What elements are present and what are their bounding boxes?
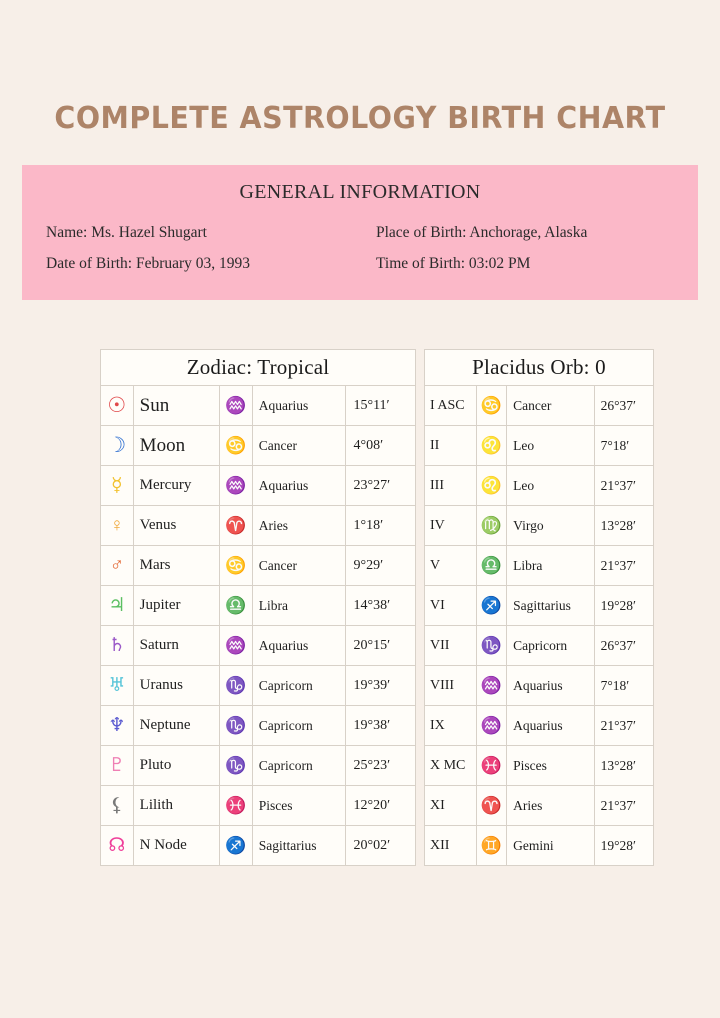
zodiac-glyph-icon: ♓ xyxy=(476,746,506,786)
degree-value: 20°15′ xyxy=(346,626,416,666)
zodiac-sign: Capricorn xyxy=(507,626,594,666)
zodiac-glyph-icon: ♑ xyxy=(219,666,252,706)
zodiac-glyph-icon: ♑ xyxy=(219,746,252,786)
planet-glyph-icon: ⚸ xyxy=(101,786,134,826)
planet-name: Jupiter xyxy=(133,586,219,626)
planet-name: Venus xyxy=(133,506,219,546)
degree-value: 20°02′ xyxy=(346,826,416,866)
planet-name: Neptune xyxy=(133,706,219,746)
planet-glyph-icon: ♃ xyxy=(101,586,134,626)
zodiac-glyph-icon: ♌ xyxy=(476,426,506,466)
table-row xyxy=(101,506,416,546)
planet-glyph-icon: ♅ xyxy=(101,666,134,706)
zodiac-sign: Cancer xyxy=(507,386,594,426)
degree-value: 25°23′ xyxy=(346,746,416,786)
table-row xyxy=(425,746,654,786)
degree-value: 12°20′ xyxy=(346,786,416,826)
zodiac-glyph-icon: ♈ xyxy=(476,786,506,826)
degree-value: 21°37′ xyxy=(594,466,653,506)
houses-table-header: Placidus Orb: 0 xyxy=(425,350,654,386)
zodiac-sign: Sagittarius xyxy=(252,826,346,866)
degree-value: 4°08′ xyxy=(346,426,416,466)
house-label: I ASC xyxy=(425,386,477,426)
zodiac-sign: Virgo xyxy=(507,506,594,546)
zodiac-sign: Sagittarius xyxy=(507,586,594,626)
table-row xyxy=(425,586,654,626)
zodiac-sign: Aquarius xyxy=(507,706,594,746)
table-row xyxy=(101,786,416,826)
zodiac-glyph-icon: ♊ xyxy=(476,826,506,866)
zodiac-glyph-icon: ♎ xyxy=(219,586,252,626)
planet-glyph-icon: ☽ xyxy=(101,426,134,466)
house-label: VII xyxy=(425,626,477,666)
planet-name: Lilith xyxy=(133,786,219,826)
zodiac-glyph-icon: ♋ xyxy=(219,546,252,586)
zodiac-glyph-icon: ♑ xyxy=(219,706,252,746)
house-label: III xyxy=(425,466,477,506)
planet-name: Sun xyxy=(133,386,219,426)
zodiac-glyph-icon: ♈ xyxy=(219,506,252,546)
planet-name: Moon xyxy=(133,426,219,466)
table-row xyxy=(101,546,416,586)
house-label: V xyxy=(425,546,477,586)
house-label: VIII xyxy=(425,666,477,706)
table-row xyxy=(425,506,654,546)
zodiac-sign: Aquarius xyxy=(252,626,346,666)
planet-glyph-icon: ♀ xyxy=(101,506,134,546)
zodiac-glyph-icon: ♍ xyxy=(476,506,506,546)
zodiac-glyph-icon: ♐ xyxy=(219,826,252,866)
house-label: X MC xyxy=(425,746,477,786)
degree-value: 21°37′ xyxy=(594,786,653,826)
planet-name: Mars xyxy=(133,546,219,586)
planet-name: Saturn xyxy=(133,626,219,666)
degree-value: 13°28′ xyxy=(594,506,653,546)
planets-table xyxy=(100,349,416,866)
degree-value: 23°27′ xyxy=(346,466,416,506)
zodiac-glyph-icon: ♑ xyxy=(476,626,506,666)
degree-value: 7°18′ xyxy=(594,426,653,466)
general-information-heading: GENERAL INFORMATION xyxy=(239,181,481,203)
planet-glyph-icon: ♂ xyxy=(101,546,134,586)
house-label: IV xyxy=(425,506,477,546)
house-label: II xyxy=(425,426,477,466)
planet-glyph-icon: ♆ xyxy=(101,706,134,746)
table-row xyxy=(425,706,654,746)
field-time-of-birth: Time of Birth: 03:02 PM xyxy=(376,254,531,272)
zodiac-sign: Capricorn xyxy=(252,706,346,746)
planet-name: Pluto xyxy=(133,746,219,786)
houses-table-body xyxy=(425,386,654,866)
zodiac-sign: Aries xyxy=(507,786,594,826)
zodiac-sign: Leo xyxy=(507,466,594,506)
zodiac-glyph-icon: ♎ xyxy=(476,546,506,586)
house-label: IX xyxy=(425,706,477,746)
zodiac-glyph-icon: ♋ xyxy=(219,426,252,466)
zodiac-glyph-icon: ♒ xyxy=(219,386,252,426)
zodiac-glyph-icon: ♒ xyxy=(219,626,252,666)
planet-glyph-icon: ♄ xyxy=(101,626,134,666)
table-row xyxy=(101,666,416,706)
house-label: XI xyxy=(425,786,477,826)
planet-name: Uranus xyxy=(133,666,219,706)
general-information-panel xyxy=(22,165,698,300)
degree-value: 26°37′ xyxy=(594,626,653,666)
degree-value: 1°18′ xyxy=(346,506,416,546)
planet-glyph-icon: ☊ xyxy=(101,826,134,866)
degree-value: 19°39′ xyxy=(346,666,416,706)
zodiac-glyph-icon: ♒ xyxy=(476,666,506,706)
table-row xyxy=(425,786,654,826)
table-row xyxy=(101,626,416,666)
table-row xyxy=(425,466,654,506)
zodiac-sign: Cancer xyxy=(252,426,346,466)
table-row xyxy=(425,626,654,666)
zodiac-sign: Aquarius xyxy=(252,386,346,426)
table-row xyxy=(425,666,654,706)
table-row xyxy=(425,426,654,466)
planet-name: N Node xyxy=(133,826,219,866)
zodiac-sign: Aquarius xyxy=(252,466,346,506)
table-row xyxy=(101,706,416,746)
zodiac-sign: Aries xyxy=(252,506,346,546)
planets-table-header: Zodiac: Tropical xyxy=(101,350,416,386)
planet-name: Mercury xyxy=(133,466,219,506)
field-date-of-birth: Date of Birth: February 03, 1993 xyxy=(46,254,251,272)
zodiac-glyph-icon: ♌ xyxy=(476,466,506,506)
table-row xyxy=(101,826,416,866)
houses-table xyxy=(424,349,654,866)
zodiac-sign: Capricorn xyxy=(252,666,346,706)
planet-glyph-icon: ♇ xyxy=(101,746,134,786)
degree-value: 19°28′ xyxy=(594,586,653,626)
degree-value: 19°28′ xyxy=(594,826,653,866)
zodiac-sign: Libra xyxy=(252,586,346,626)
zodiac-glyph-icon: ♒ xyxy=(219,466,252,506)
degree-value: 15°11′ xyxy=(346,386,416,426)
house-label: XII xyxy=(425,826,477,866)
degree-value: 26°37′ xyxy=(594,386,653,426)
degree-value: 21°37′ xyxy=(594,546,653,586)
table-row xyxy=(101,746,416,786)
degree-value: 21°37′ xyxy=(594,706,653,746)
planet-glyph-icon: ☉ xyxy=(101,386,134,426)
zodiac-sign: Capricorn xyxy=(252,746,346,786)
degree-value: 9°29′ xyxy=(346,546,416,586)
degree-value: 13°28′ xyxy=(594,746,653,786)
zodiac-glyph-icon: ♓ xyxy=(219,786,252,826)
zodiac-glyph-icon: ♒ xyxy=(476,706,506,746)
table-row xyxy=(101,586,416,626)
planets-table-body xyxy=(101,386,416,866)
field-place-of-birth: Place of Birth: Anchorage, Alaska xyxy=(376,224,588,241)
zodiac-sign: Leo xyxy=(507,426,594,466)
degree-value: 19°38′ xyxy=(346,706,416,746)
zodiac-sign: Pisces xyxy=(252,786,346,826)
degree-value: 14°38′ xyxy=(346,586,416,626)
zodiac-sign: Gemini xyxy=(507,826,594,866)
zodiac-sign: Pisces xyxy=(507,746,594,786)
zodiac-glyph-icon: ♋ xyxy=(476,386,506,426)
page-title: COMPLETE ASTROLOGY BIRTH CHART xyxy=(54,101,666,136)
table-row xyxy=(101,386,416,426)
house-label: VI xyxy=(425,586,477,626)
zodiac-sign: Aquarius xyxy=(507,666,594,706)
table-row xyxy=(425,386,654,426)
table-row xyxy=(425,826,654,866)
chart-tables xyxy=(100,349,654,866)
field-name: Name: Ms. Hazel Shugart xyxy=(46,224,207,241)
planet-glyph-icon: ☿ xyxy=(101,466,134,506)
table-row xyxy=(101,426,416,466)
table-row xyxy=(101,466,416,506)
zodiac-sign: Cancer xyxy=(252,546,346,586)
degree-value: 7°18′ xyxy=(594,666,653,706)
general-information-fields xyxy=(22,204,698,273)
table-row xyxy=(425,546,654,586)
zodiac-sign: Libra xyxy=(507,546,594,586)
zodiac-glyph-icon: ♐ xyxy=(476,586,506,626)
